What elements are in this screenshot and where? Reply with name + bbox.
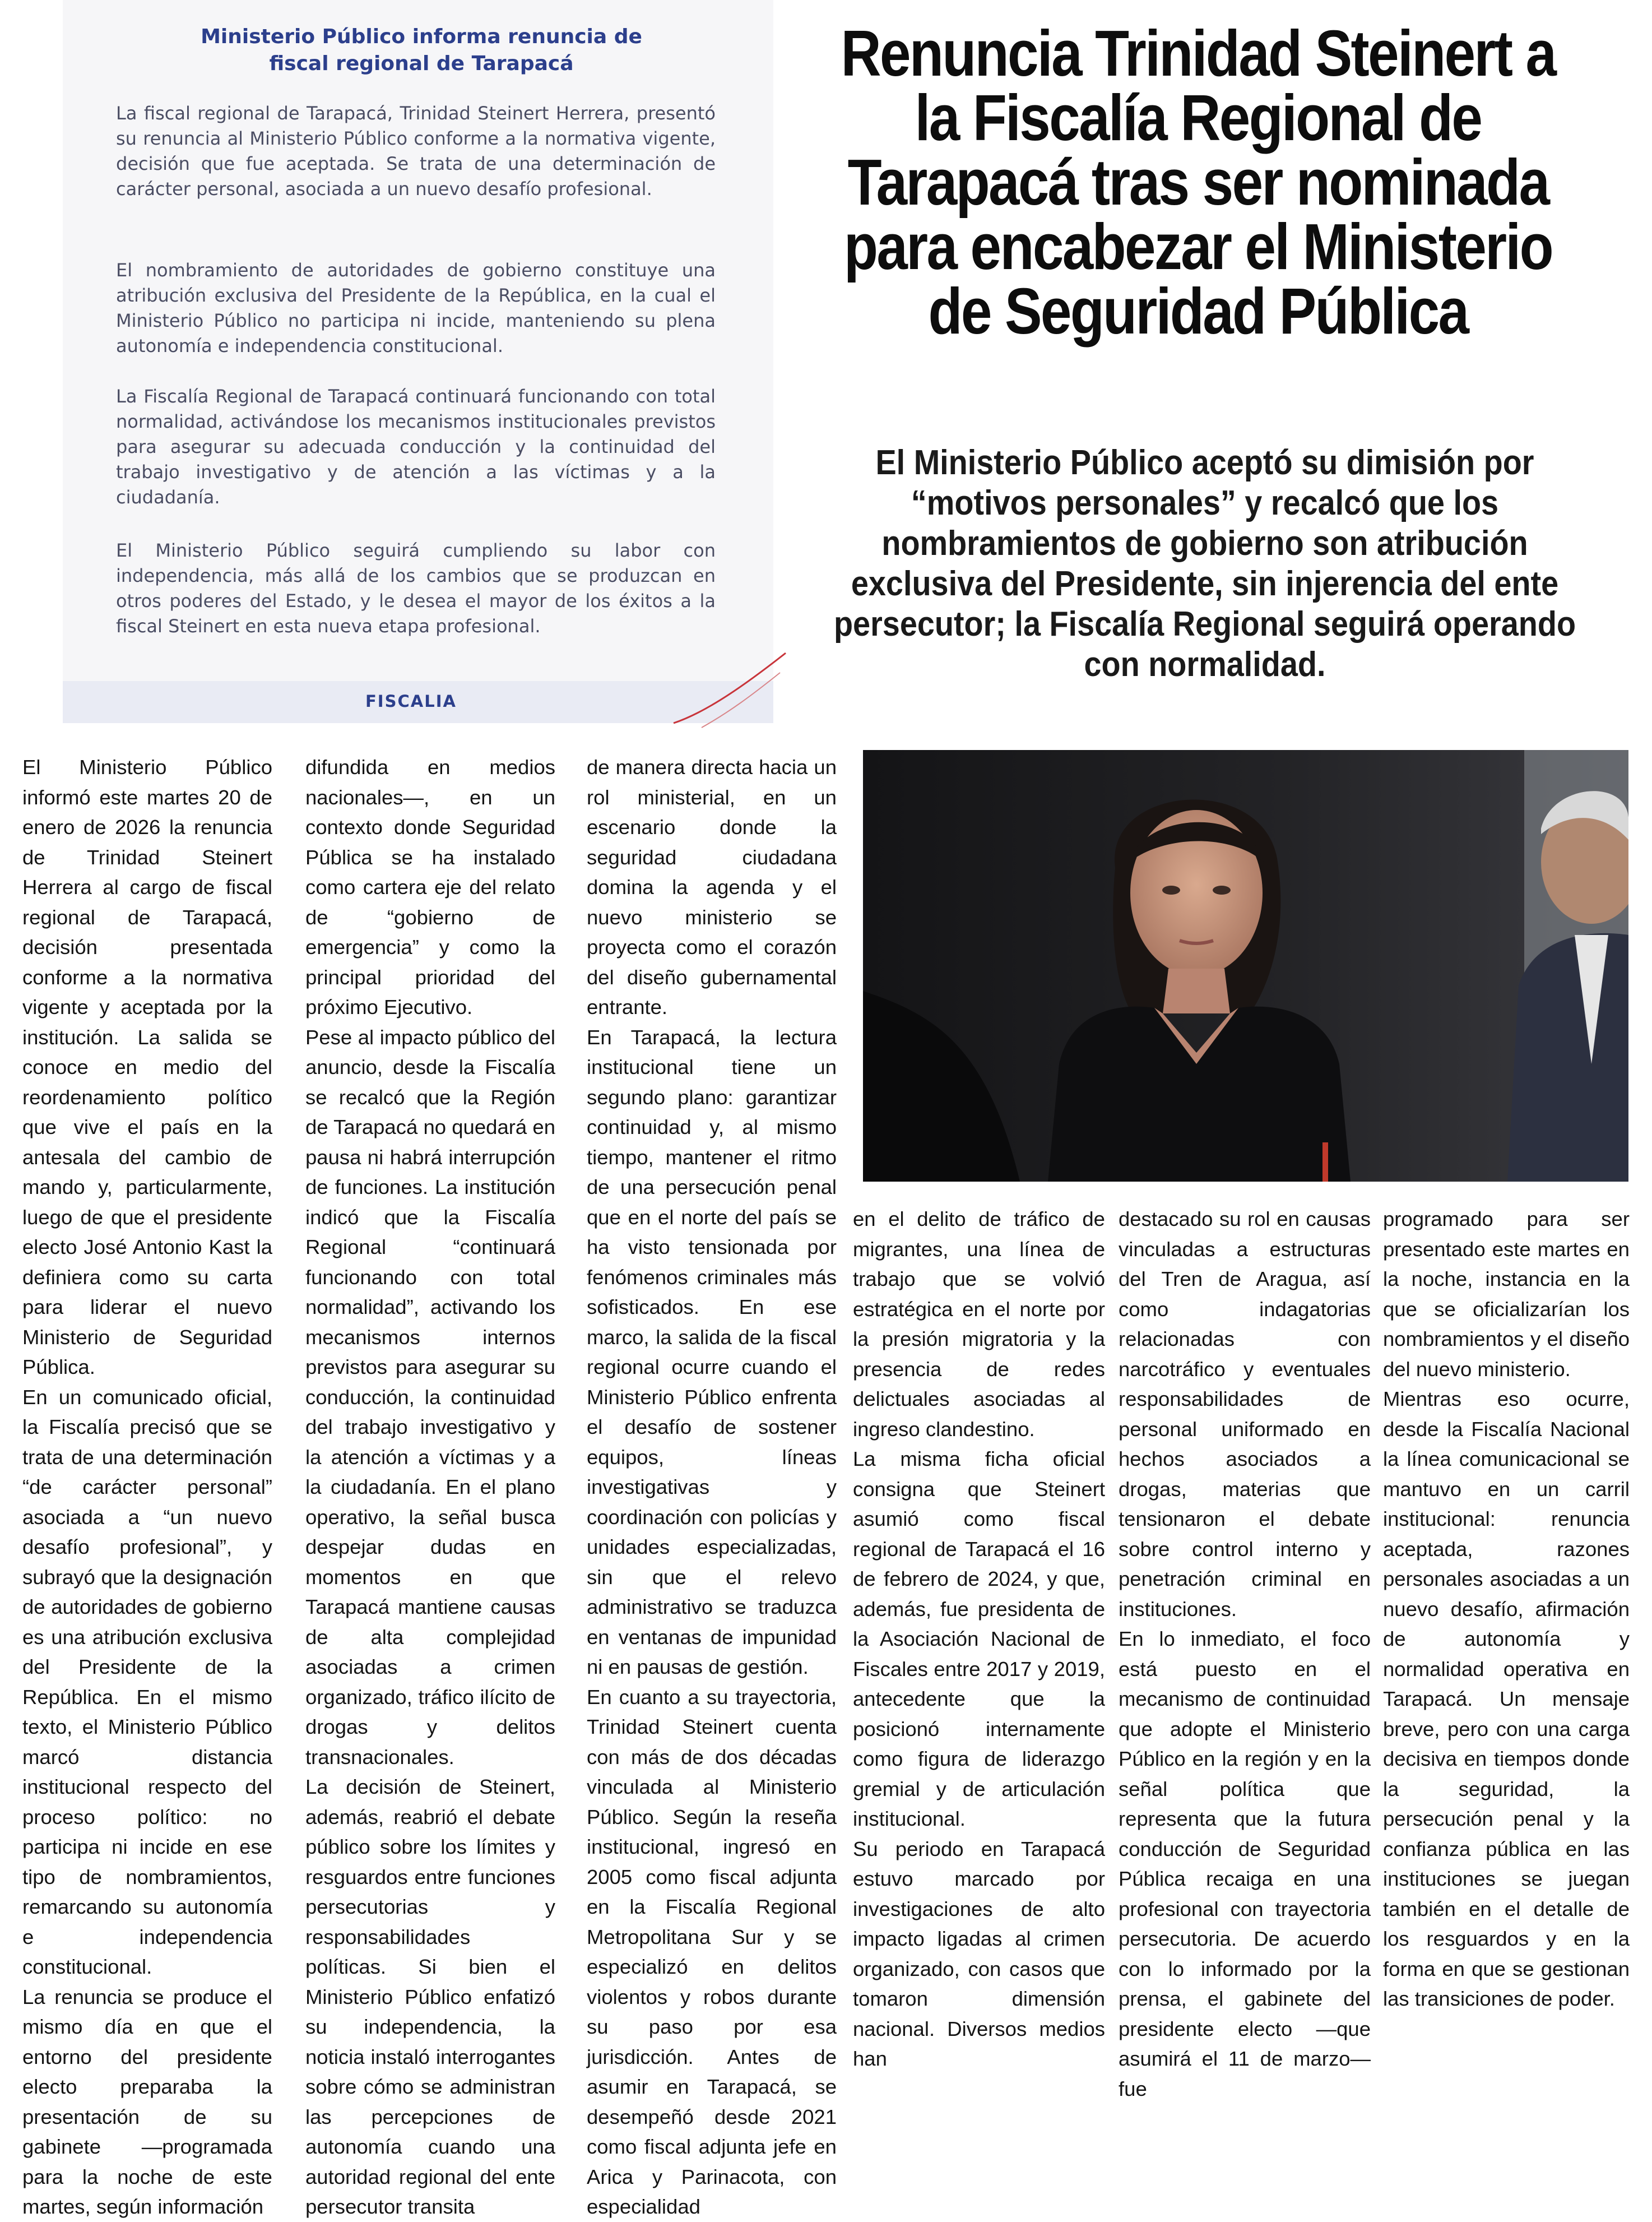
article-column-1 — [22, 752, 272, 2222]
swoosh-decoration-icon — [668, 650, 791, 729]
article-paragraph: destacado su rol en causas vinculadas a estructuras del Tren de Aragua, así como indagatorias relacionadas con narcotráfico y eventuales responsabilidades de personal uniformado en hechos asociados a drogas, materias que tensionaron el debate sobre control interno y penetración criminal en instituciones. — [1119, 1207, 1371, 1621]
article-paragraph: Mientras eso ocurre, desde la Fiscalía Nacional la línea comunicacional se mantuvo en un carril institucional: renuncia aceptada, razones personales asociadas a un nuevo desafío, afirmación de autonomía y normalidad operativa en Tarapacá. Un mensaje breve, pero con una carga decisiva en tiempos donde la seguridad, la persecución penal y la confianza pública en las instituciones se juegan también en el detalle de los resguardos y en la forma en que se gestionan las transiciones de poder. — [1383, 1387, 1630, 2010]
article-paragraph: de manera directa hacia un rol ministerial, en un escenario donde la seguridad ciudadana domina la agenda y el nuevo ministerio se proyecta como el corazón del diseño gubernamental entrante. — [587, 756, 837, 1019]
photo-illustration — [863, 750, 1628, 1182]
headline: Renuncia Trinidad Steinert a la Fiscalía Regional de Tarapacá tras ser nominada para encabezar el Ministerio de Seguridad Pública — [841, 17, 1556, 348]
article-paragraph: En cuanto a su trayectoria, Trinidad Steinert cuenta con más de dos décadas vinculada al Ministerio Público. Según la reseña institucional, ingresó en 2005 como fiscal adjunta en la Fiscalía Regional Metropolitana Sur y se especializó en delitos violentos y robos durante su paso por esa jurisdicción. Antes de asumir en Tarapacá, se desempeñó desde 2021 como fiscal adjunta jefe en Arica y Parinacota, con especialidad — [587, 1685, 837, 2218]
article-paragraph: La decisión de Steinert, además, reabrió el debate público sobre los límites y resguardos entre funciones persecutorias y responsabilidades políticas. Si bien el Ministerio Público enfatizó su independencia, la noticia instaló interrogantes sobre cómo se administran las percepciones de autonomía cuando una autoridad regional del ente persecutor transita — [305, 1775, 555, 2218]
article-column-5 — [1119, 1204, 1371, 2104]
fiscalia-logo: FISCALIA — [365, 692, 457, 711]
press-release-paragraph-3: La Fiscalía Regional de Tarapacá continuará funcionando con total normalidad, activándose los mecanismos institucionales previstos para asegurar su adecuada conducción y la continuidad del trabajo investigativo y de atención a las víctimas y a la ciudadanía. — [116, 386, 716, 508]
press-release-paragraph-1: La fiscal regional de Tarapacá, Trinidad Steinert Herrera, presentó su renuncia al Ministerio Público conforme a la normativa vigente, decisión que fue aceptada. Se trata de una determinación de carácter personal, asociada a un nuevo desafío profesional. — [116, 103, 716, 200]
article-photo — [863, 750, 1628, 1182]
article-paragraph: En Tarapacá, la lectura institucional tiene un segundo plano: garantizar continuidad y, al mismo tiempo, mantener el ritmo de una persecución penal que en el norte del país se ha visto tensionada por fenómenos criminales más sofisticados. En ese marco, la salida de la fiscal regional ocurre cuando el Ministerio Público enfrenta el desafío de sostener equipos, líneas investigativas y coordinación con policías y unidades especializadas, sin que el relevo administrativo se traduzca en ventanas de impunidad ni en pausas de gestión. — [587, 1025, 837, 1678]
article-paragraph: en el delito de tráfico de migrantes, una línea de trabajo que se volvió estratégica en el norte por la presión migratoria y la presencia de redes delictuales asociadas al ingreso clandestino. — [853, 1207, 1105, 1441]
article-paragraph: programado para ser presentado este martes en la noche, instancia en la que se oficializarían los nombramientos y el diseño del nuevo ministerio. — [1383, 1207, 1630, 1381]
article-paragraph: La misma ficha oficial consigna que Steinert asumió como fiscal regional de Tarapacá el 16 de febrero de 2024, y que, además, fue presidenta de la Asociación Nacional de Fiscales entre 2017 y 2019, antecedente que la posicionó internamente como figura de liderazgo gremial y de articulación institucional. — [853, 1447, 1105, 1830]
press-release-box — [63, 0, 773, 723]
press-release-paragraph-4: El Ministerio Público seguirá cumpliendo su labor con independencia, más allá de los cambios que se produzcan en otros poderes del Estado, y le desea el mayor de los éxitos a la fiscal Steinert en esta nueva etapa profesional. — [116, 540, 716, 637]
article-paragraph: En un comunicado oficial, la Fiscalía precisó que se trata de una determinación “de carácter personal” asociada a “un nuevo desafío profesional”, y subrayó que la designación de autoridades de gobierno es una atribución exclusiva del Presidente de la República. En el mismo texto, el Ministerio Público marcó distancia institucional respecto del proceso político: no participa ni incide en ese tipo de nombramientos, remarcando su autonomía e independencia constitucional. — [22, 1385, 272, 1978]
article-paragraph: difundida en medios nacionales—, en un contexto donde Seguridad Pública se ha instalado como cartera eje del relato de “gobierno de emergencia” y como la principal prioridad del próximo Ejecutivo. — [305, 756, 555, 1019]
press-release-paragraph-2: El nombramiento de autoridades de gobierno constituye una atribución exclusiva del Presidente de la República, en la cual el Ministerio Público no participa ni incide, manteniendo su plena autonomía e independencia constitucional. — [116, 260, 716, 357]
article-paragraph: Su periodo en Tarapacá estuvo marcado por investigaciones de alto impacto ligadas al crimen organizado, con casos que tomaron dimensión nacional. Diversos medios han — [853, 1837, 1105, 2070]
article-paragraph: El Ministerio Público informó este martes 20 de enero de 2026 la renuncia de Trinidad Steinert Herrera al cargo de fiscal regional de Tarapacá, decisión presentada conforme a la normativa vigente y aceptada por la institución. La salida se conoce en medio del reordenamiento político que vive el país en la antesala del cambio de mando y, particularmente, luego de que el presidente electo José Antonio Kast la definiera como su carta para liderar el nuevo Ministerio de Seguridad Pública. — [22, 756, 272, 1378]
article-column-3 — [587, 752, 837, 2222]
subheadline: El Ministerio Público aceptó su dimisión por “motivos personales” y recalcó que los nombramientos de gobierno son atribución exclusiva del Presidente, sin injerencia del ente persecutor; la Fiscalía Regional seguirá operando con normalidad. — [833, 443, 1576, 684]
press-release-title: Ministerio Público informa renuncia de fiscal regional de Tarapacá — [201, 25, 642, 75]
article-paragraph: En lo inmediato, el foco está puesto en el mecanismo de continuidad que adopte el Ministerio Público en la región y en la señal política que representa que la futura conducción de Seguridad Pública recaiga en una profesional con trayectoria persecutoria. De acuerdo con lo informado por la prensa, el gabinete del presidente electo —que asumirá el 11 de marzo— fue — [1119, 1627, 1371, 2100]
article-column-4 — [853, 1204, 1105, 2074]
article-column-2 — [305, 752, 555, 2222]
article-paragraph: La renuncia se produce el mismo día en que el entorno del presidente electo preparaba la presentación de su gabinete —programada para la noche de este martes, según información — [22, 1985, 272, 2218]
article-column-6 — [1383, 1204, 1630, 2014]
article-paragraph: Pese al impacto público del anuncio, desde la Fiscalía se recalcó que la Región de Tarapacá no quedará en pausa ni habrá interrupción de funciones. La institución indicó que la Fiscalía Regional “continuará funcionando con total normalidad”, activando los mecanismos internos previstos para asegurar su conducción, la continuidad del trabajo investigativo y la atención a víctimas y a la ciudadanía. En el plano operativo, la señal busca despejar dudas en momentos en que Tarapacá mantiene causas de alta complejidad asociadas a crimen organizado, tráfico ilícito de drogas y delitos transnacionales. — [305, 1025, 555, 1769]
